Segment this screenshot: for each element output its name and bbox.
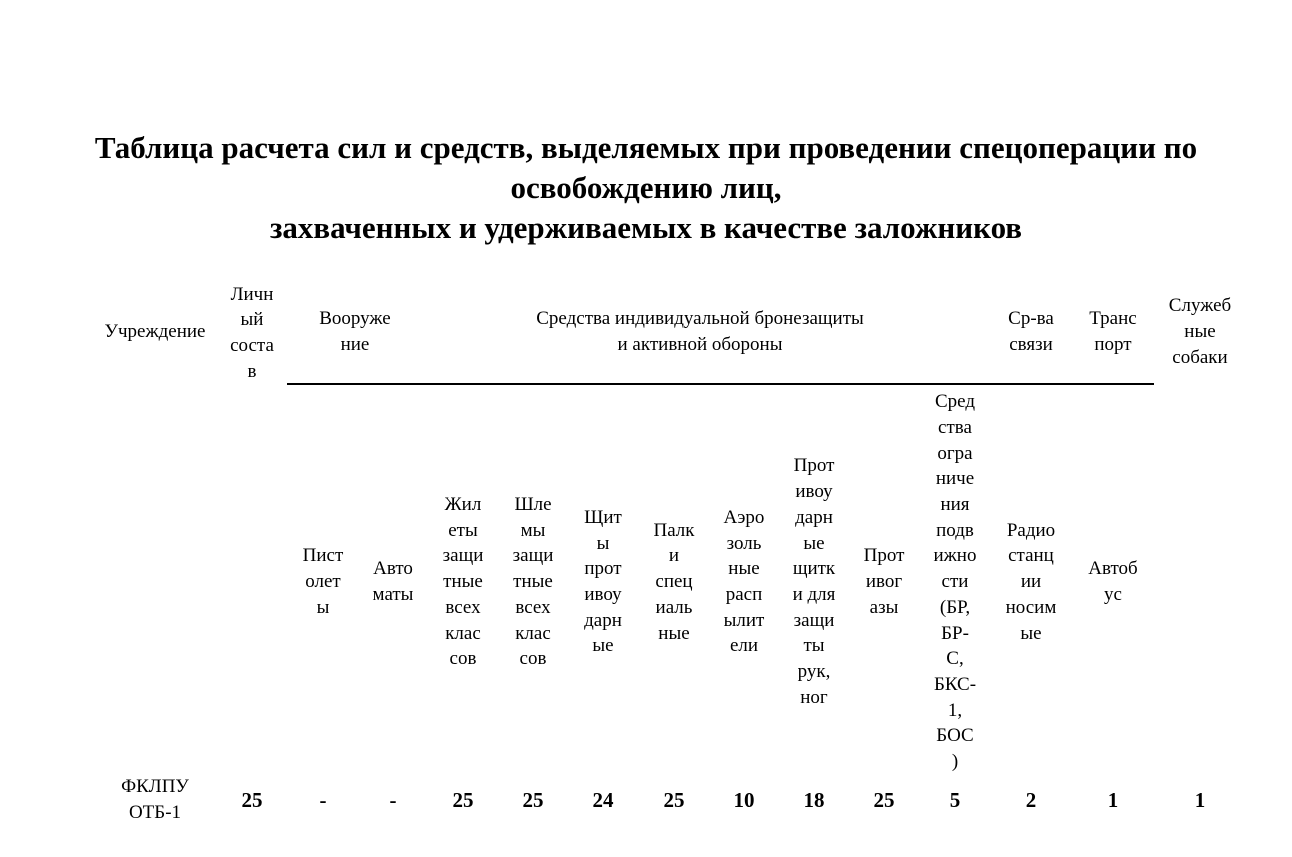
title-line-2: освобождению лиц, (510, 170, 782, 205)
text-line: Аэро (723, 506, 765, 528)
text-line: ый (240, 309, 264, 331)
text-line: ые (592, 635, 614, 657)
text-line: ты (803, 635, 825, 657)
value-limb-guards: 18 (803, 788, 825, 812)
text-line: БР- (941, 622, 969, 644)
text-line: и для (792, 584, 836, 605)
value-vests: 25 (452, 788, 474, 812)
subheader-helmets (502, 388, 564, 776)
text-line: Транс (1089, 308, 1137, 330)
value-bus: 1 (1107, 788, 1119, 812)
text-line: Учреждение (104, 321, 206, 343)
text-line: ивоу (795, 481, 833, 503)
text-line: Пист (302, 545, 344, 567)
text-line: золь (726, 532, 762, 554)
text-line: олет (305, 571, 341, 593)
text-line: ели (729, 635, 759, 657)
text-line: Шле (514, 494, 552, 516)
header-comms (995, 306, 1067, 358)
text-line: Щит (584, 506, 622, 528)
text-line: ии (1020, 571, 1042, 593)
text-line: Авто (373, 558, 413, 580)
text-line: сов (519, 648, 547, 670)
text-line: клас (515, 622, 551, 644)
subheader-bus (1077, 388, 1149, 776)
text-line: порт (1094, 334, 1132, 355)
header-personnel (222, 283, 282, 383)
text-line: ОТБ-1 (128, 802, 182, 823)
subheader-sprays (713, 388, 775, 776)
value-gas-masks: 25 (873, 788, 895, 812)
text-line: мы (520, 519, 546, 541)
text-line: спец (655, 571, 693, 593)
subheader-pistols (292, 388, 354, 776)
text-line: Прот (793, 455, 835, 477)
text-line: 1, (947, 699, 963, 721)
header-dogs (1152, 293, 1248, 371)
text-line: дарн (584, 609, 622, 631)
row-institution (90, 774, 220, 826)
header-divider (287, 383, 1154, 385)
text-line: подв (936, 519, 974, 541)
text-line: ижно (933, 545, 977, 567)
text-line: ФКЛПУ (121, 776, 189, 798)
text-line: азы (869, 596, 899, 618)
text-line: тные (443, 571, 483, 593)
subheader-batons (643, 388, 705, 776)
header-institution (90, 318, 220, 346)
text-line: сов (449, 648, 477, 670)
value-radios: 2 (1025, 788, 1037, 812)
text-line: щитк (792, 558, 836, 580)
text-line: БКС- (933, 673, 977, 695)
text-line: клас (445, 622, 481, 644)
text-line: защи (442, 545, 484, 567)
text-line: еты (448, 519, 478, 541)
title-line-1: Таблица расчета сил и средств, выделяемых при проведении спецоперации по (94, 130, 1198, 165)
text-line: носим (1005, 596, 1057, 618)
subheader-shields (572, 388, 634, 776)
text-line: ные (728, 558, 760, 580)
text-line: Средства индивидуальной бронезащиты (536, 308, 864, 330)
subheader-limb-guards (783, 388, 845, 776)
text-line: всех (515, 596, 551, 618)
text-line: прот (584, 558, 622, 580)
subheader-radios (995, 388, 1067, 776)
text-line: ые (1020, 622, 1042, 644)
text-line: огра (937, 442, 973, 464)
text-line: и активной обороны (617, 334, 783, 355)
text-line: (БР, (939, 596, 971, 618)
text-line: Автоб (1088, 558, 1138, 580)
text-line: ые (803, 532, 825, 554)
subheader-gas-masks (853, 388, 915, 776)
text-line: расп (725, 584, 763, 605)
text-line: ные (1184, 321, 1216, 343)
text-line: Личн (230, 283, 274, 305)
subheader-restraints (923, 388, 987, 776)
text-line: ног (800, 686, 828, 708)
value-helmets: 25 (522, 788, 544, 812)
subheader-rifles (362, 388, 424, 776)
text-line: ние (340, 334, 370, 355)
text-line: БОС (936, 725, 974, 747)
text-line: ивог (865, 571, 903, 593)
text-line: Сред (934, 391, 976, 413)
text-line: станц (1008, 545, 1054, 567)
text-line: всех (445, 596, 481, 618)
title-line-3: захваченных и удерживаемых в качестве заложников (269, 210, 1023, 245)
text-line: ы (596, 532, 610, 554)
text-line: Палк (653, 519, 695, 541)
text-line: иаль (655, 596, 693, 618)
value-batons: 25 (663, 788, 685, 812)
text-line: С, (946, 648, 964, 670)
text-line: защи (512, 545, 554, 567)
value-restraints: 5 (949, 788, 961, 812)
page-title (0, 128, 1292, 248)
text-line: Служеб (1168, 295, 1232, 317)
text-line: Вооруже (319, 308, 391, 330)
text-line: ылит (723, 609, 765, 631)
text-line: и (668, 545, 680, 567)
header-protection (450, 306, 950, 358)
text-line: ства (938, 416, 972, 438)
header-transport (1077, 306, 1149, 358)
header-armament (295, 306, 415, 358)
text-line: дарн (795, 506, 833, 528)
text-line: ные (658, 622, 690, 644)
text-line: тные (513, 571, 553, 593)
text-line: ния (940, 494, 970, 516)
text-line: ) (951, 751, 959, 773)
text-line: ниче (935, 468, 975, 490)
value-personnel: 25 (241, 788, 263, 812)
text-line: сти (941, 571, 969, 593)
text-line: собаки (1172, 346, 1228, 368)
value-shields: 24 (592, 788, 614, 812)
subheader-vests (432, 388, 494, 776)
text-line: ивоу (584, 584, 622, 605)
text-line: защи (793, 609, 835, 631)
text-line: Ср-ва (1008, 308, 1054, 330)
text-line: рук, (797, 661, 831, 683)
value-sprays: 10 (733, 788, 755, 812)
value-rifles: - (389, 788, 397, 812)
text-line: Прот (863, 545, 905, 567)
text-line: Радио (1006, 519, 1056, 541)
text-line: связи (1009, 334, 1053, 355)
text-line: ус (1104, 584, 1122, 605)
text-line: маты (372, 584, 414, 605)
text-line: в (247, 360, 257, 382)
value-dogs: 1 (1194, 788, 1206, 812)
text-line: Жил (444, 494, 482, 516)
value-pistols: - (319, 788, 327, 812)
text-line: соста (230, 335, 274, 356)
text-line: ы (316, 596, 330, 618)
